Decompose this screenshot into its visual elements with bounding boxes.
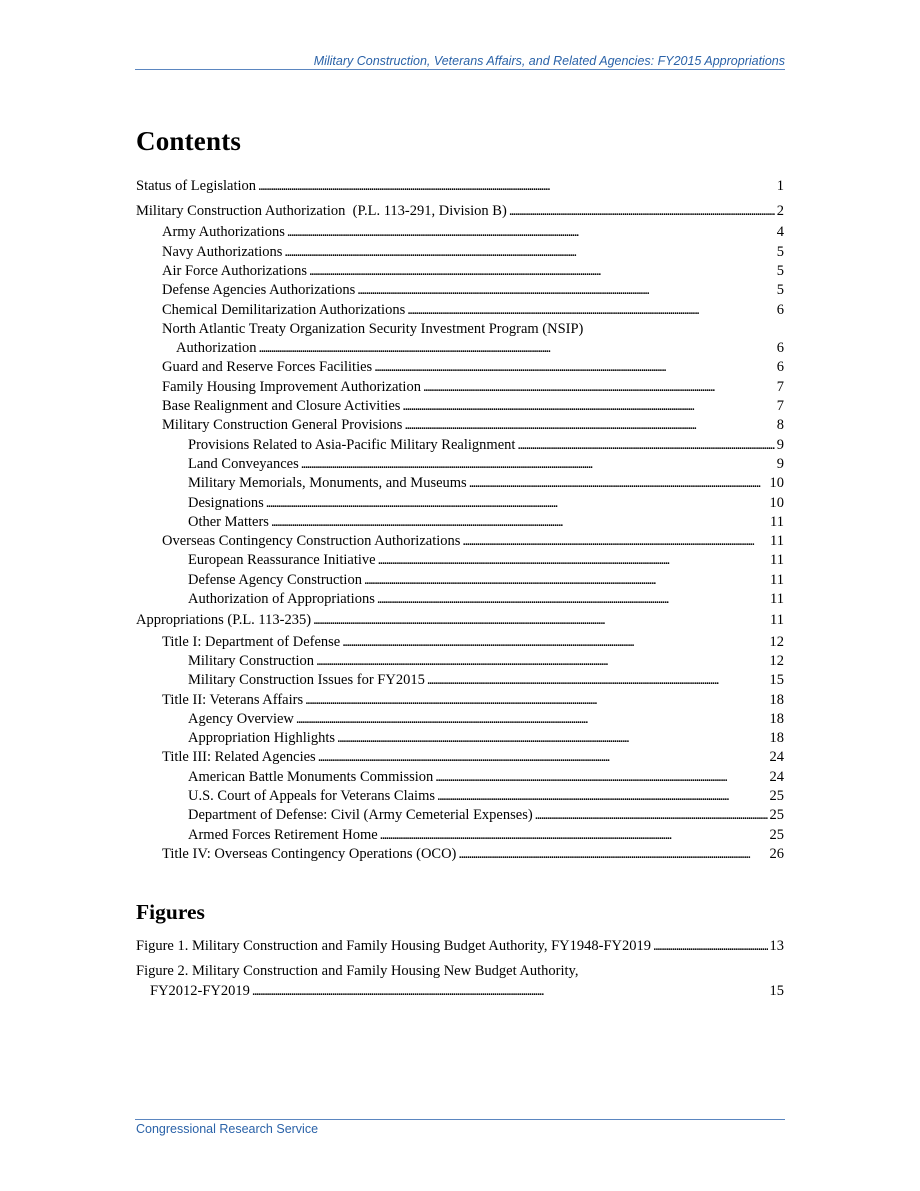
toc-entry[interactable]: Agency Overview . . . 18 (136, 710, 784, 729)
toc-entry[interactable]: Air Force Authorizations . . . 5 (136, 262, 784, 281)
toc-entry[interactable]: Army Authorizations . . . 4 (136, 223, 784, 242)
toc-entry[interactable]: Military Construction Authorization (P.L. 113-291, Division B) . . . 2 (136, 202, 784, 221)
header-rule (135, 69, 785, 70)
toc-entry[interactable]: Defense Agency Construction . . . 11 (136, 571, 784, 590)
toc-entry[interactable]: Military Construction . . . 12 (136, 652, 784, 671)
toc-entry[interactable]: Overseas Contingency Construction Authorizations . . . 11 (136, 532, 784, 551)
toc-entry[interactable]: Status of Legislation . . . 1 (136, 177, 784, 196)
toc-entry[interactable]: Navy Authorizations . . . 5 (136, 243, 784, 262)
toc-entry[interactable]: Defense Agencies Authorizations . . . 5 (136, 281, 784, 300)
contents-list (136, 177, 784, 864)
contents-title: Contents (136, 126, 242, 156)
toc-entry[interactable]: Land Conveyances . . . 9 (136, 455, 784, 474)
toc-entry[interactable]: Designations . . . 10 (136, 494, 784, 513)
toc-entry[interactable]: Base Realignment and Closure Activities . . . 7 (136, 397, 784, 416)
toc-entry[interactable]: Title II: Veterans Affairs . . . 18 (136, 691, 784, 710)
toc-entry[interactable]: Appropriations (P.L. 113-235) . . . 11 (136, 611, 784, 630)
figures-list (136, 937, 784, 1001)
footer-publisher: Congressional Research Service (136, 1122, 319, 1136)
toc-entry[interactable]: Title III: Related Agencies . . . 24 (136, 748, 784, 767)
toc-entry[interactable]: Title I: Department of Defense . . . 12 (136, 633, 784, 652)
toc-entry[interactable]: American Battle Monuments Commission . . . 24 (136, 768, 784, 787)
toc-entry[interactable]: Chemical Demilitarization Authorizations . . . 6 (136, 301, 784, 320)
toc-entry[interactable]: Provisions Related to Asia-Pacific Military Realignment . . . 9 (136, 436, 784, 455)
toc-entry[interactable]: Military Construction General Provisions . . . 8 (136, 416, 784, 435)
figures-title: Figures (136, 900, 205, 924)
toc-entry[interactable]: Department of Defense: Civil (Army Cemeterial Expenses) . . . 25 (136, 806, 784, 825)
toc-entry[interactable]: U.S. Court of Appeals for Veterans Claims . . . 25 (136, 787, 784, 806)
toc-entry[interactable]: Military Construction Issues for FY2015 . . . 15 (136, 671, 784, 690)
figure-entry[interactable]: Figure 2. Military Construction and Family Housing New Budget Authority, FY2012-FY2019 . . . 15 (136, 962, 784, 1001)
toc-entry[interactable]: Appropriation Highlights . . . 18 (136, 729, 784, 748)
toc-entry[interactable]: European Reassurance Initiative . . . 11 (136, 551, 784, 570)
toc-entry[interactable]: Authorization of Appropriations . . . 11 (136, 590, 784, 609)
toc-entry[interactable]: Title IV: Overseas Contingency Operations (OCO) . . . 26 (136, 845, 784, 864)
toc-entry[interactable]: Armed Forces Retirement Home . . . 25 (136, 826, 784, 845)
running-header: Military Construction, Veterans Affairs, and Related Agencies: FY2015 Appropriations (313, 54, 785, 68)
toc-entry[interactable]: North Atlantic Treaty Organization Security Investment Program (NSIP) Authorization . . . 6 (136, 320, 784, 359)
toc-entry[interactable]: Military Memorials, Monuments, and Museums . . . 10 (136, 474, 784, 493)
toc-entry[interactable]: Family Housing Improvement Authorization . . . 7 (136, 378, 784, 397)
figure-entry[interactable]: Figure 1. Military Construction and Family Housing Budget Authority, FY1948-FY2019 . . . 13 (136, 937, 784, 956)
toc-entry[interactable]: Other Matters . . . 11 (136, 513, 784, 532)
toc-entry[interactable]: Guard and Reserve Forces Facilities . . . 6 (136, 358, 784, 377)
footer-rule (135, 1119, 785, 1120)
